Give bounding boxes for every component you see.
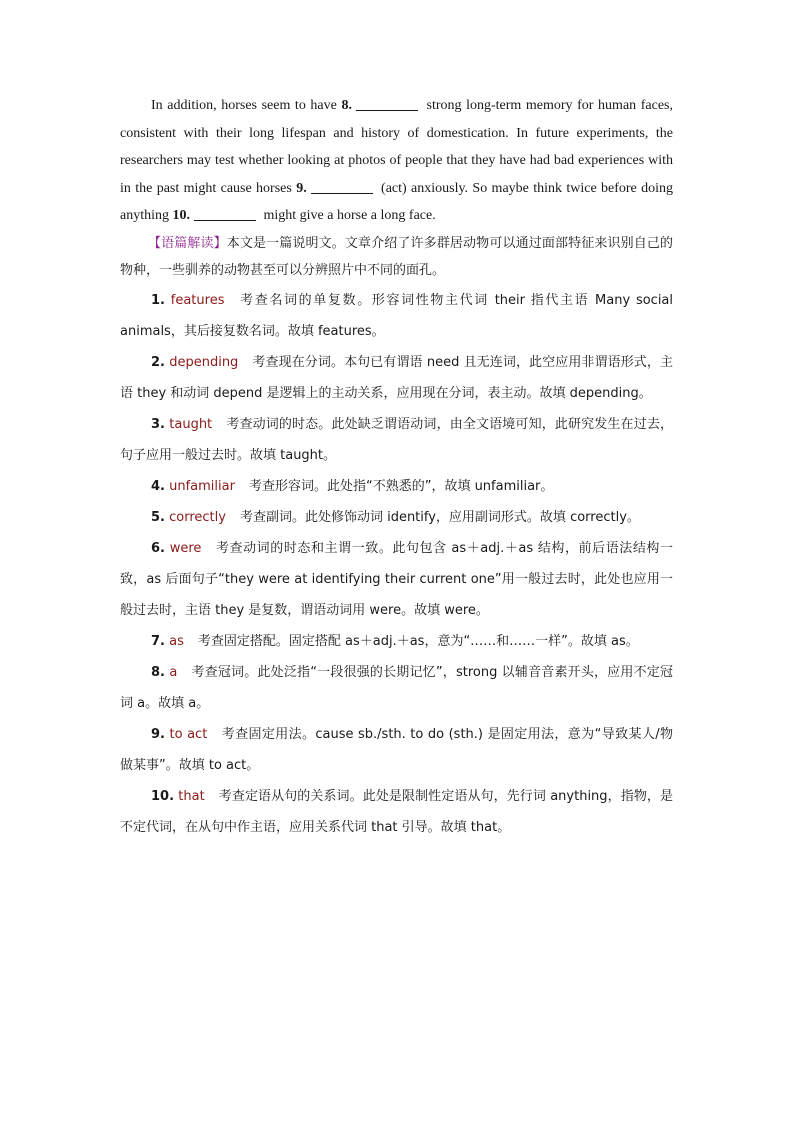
answer-item [120,285,673,347]
answer-word: features [170,292,225,308]
answer-number: 8. [151,664,165,680]
blank-8 [356,96,418,111]
answer-explanation: 考查动词的时态和主谓一致。此句包含 as＋adj.＋as 结构，前后语法结构一致，as 后面句子“they were at identifying their current one”用一般过去时，此处也应用一般过去时，主语 they 是复数，谓语动词用 were。故填 were。 [120,540,673,618]
answer-number: 1. [151,292,165,308]
answer-item [120,533,673,626]
answer-word: correctly [169,509,226,525]
answer-word: to act [169,726,208,742]
answer-number: 10. [151,788,175,804]
blank-number-10: 10. [172,208,190,223]
document-page [120,92,673,843]
passage-text: might give a horse a long face. [260,208,436,223]
answer-explanation: 考查副词。此处修饰动词 identify，应用副词形式。故填 correctly。 [239,509,640,525]
passage-text: strong long-term memory for human faces, consistent with their long lifespan and history of domestication. In future experiments, the researchers may test whether looking at photos of people that they have had bad experiences with in the past might cause horses [120,98,674,196]
answer-number: 9. [151,726,165,742]
answer-explanation: 考查形容词。此处指“不熟悉的”，故填 unfamiliar。 [248,478,554,494]
answer-list [120,285,673,843]
answer-explanation: 考查冠词。此处泛指“一段很强的长期记忆”，strong 以辅音音素开头，应用不定冠词 a。故填 a。 [120,664,673,711]
passage-text: (act) anxiously. So maybe think twice before doing anything [120,180,674,223]
passage [120,92,673,230]
passage-summary [120,230,673,285]
answer-item [120,502,673,533]
answer-explanation: 考查名词的单复数。形容词性物主代词 their 指代主语 Many social animals，其后接复数名词。故填 features。 [120,292,674,339]
answer-explanation: 考查固定搭配。固定搭配 as＋adj.＋as，意为“……和……一样”。故填 as。 [197,633,639,649]
passage-text: In addition, horses seem to have [151,98,342,113]
answer-word: that [178,788,205,804]
answer-word: as [169,633,184,649]
answer-explanation: 考查固定用法。cause sb./sth. to do (sth.) 是固定用法，意为“导致某人/物做某事”。故填 to act。 [120,726,673,773]
answer-number: 5. [151,509,165,525]
blank-9 [311,179,373,194]
answer-explanation: 考查现在分词。本句已有谓语 need 且无连词，此空应用非谓语形式，主语 they 和动词 depend 是逻辑上的主动关系，应用现在分词，表主动。故填 depending。 [120,354,673,401]
answer-item [120,781,673,843]
answer-number: 6. [151,540,165,556]
answer-item [120,471,673,502]
answer-item [120,719,673,781]
answer-word: a [169,664,178,680]
summary-tag: 【语篇解读】 [148,235,227,251]
answer-item [120,409,673,471]
answer-number: 7. [151,633,165,649]
answer-explanation: 考查动词的时态。此处缺乏谓语动词，由全文语境可知，此研究发生在过去，句子应用一般过去时。故填 taught。 [120,416,673,463]
answer-explanation: 考查定语从句的关系词。此处是限制性定语从句，先行词 anything，指物，是不定代词，在从句中作主语，应用关系代词 that 引导。故填 that。 [120,788,673,835]
blank-10 [194,206,256,221]
answer-number: 2. [151,354,165,370]
answer-item [120,626,673,657]
answer-number: 3. [151,416,165,432]
answer-item [120,657,673,719]
answer-word: taught [169,416,213,432]
summary-text: 本文是一篇说明文。文章介绍了许多群居动物可以通过面部特征来识别自己的物种，一些驯养的动物甚至可以分辨照片中不同的面孔。 [120,235,673,278]
answer-number: 4. [151,478,165,494]
blank-number-8: 8. [341,98,352,113]
answer-word: unfamiliar [169,478,235,494]
answer-item [120,347,673,409]
answer-word: depending [169,354,239,370]
blank-number-9: 9. [296,180,307,196]
passage-paragraph [120,92,673,230]
answer-word: were [169,540,202,556]
